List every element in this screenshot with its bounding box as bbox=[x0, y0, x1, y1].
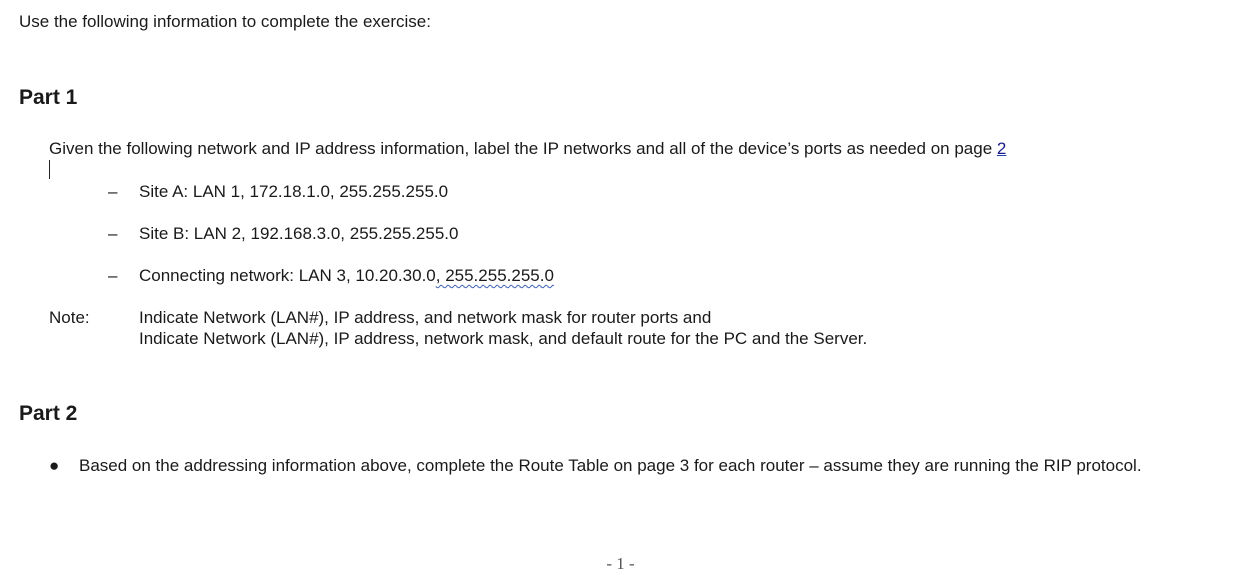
part1-heading: Part 1 bbox=[19, 86, 78, 109]
note-line-1: Indicate Network (LAN#), IP address, and network mask for router ports and bbox=[139, 308, 712, 327]
list-item-connecting-network bbox=[139, 266, 554, 286]
intro-text: Use the following information to complete the exercise: bbox=[19, 12, 431, 31]
grammar-flagged-text[interactable]: , 255.255.255.0 bbox=[435, 266, 554, 285]
list-item-site-b: Site B: LAN 2, 192.168.3.0, 255.255.255.0 bbox=[139, 224, 459, 243]
list-item-site-a: Site A: LAN 1, 172.18.1.0, 255.255.255.0 bbox=[139, 182, 449, 201]
part2-bullet-text: Based on the addressing information above, complete the Route Table on page 3 for each router – assume they are running the RIP protocol. bbox=[79, 456, 1142, 475]
note-line-2: Indicate Network (LAN#), IP address, network mask, and default route for the PC and the Server. bbox=[139, 329, 868, 348]
page-reference-link[interactable]: 2 bbox=[996, 139, 1007, 158]
list-dash: – bbox=[108, 182, 118, 201]
connecting-network-text: Connecting network: LAN 3, 10.20.30.0 bbox=[139, 266, 436, 285]
bullet-icon: ● bbox=[49, 456, 60, 475]
note-label: Note: bbox=[49, 308, 90, 327]
list-dash: – bbox=[108, 224, 118, 243]
text-cursor bbox=[49, 160, 50, 179]
part2-heading: Part 2 bbox=[19, 402, 78, 425]
page-number: - 1 - bbox=[606, 554, 635, 573]
part1-paragraph-text: Given the following network and IP address information, label the IP networks and all of the device’s ports as needed on page bbox=[49, 139, 997, 158]
list-dash: – bbox=[108, 266, 118, 285]
part1-paragraph bbox=[49, 139, 1006, 159]
